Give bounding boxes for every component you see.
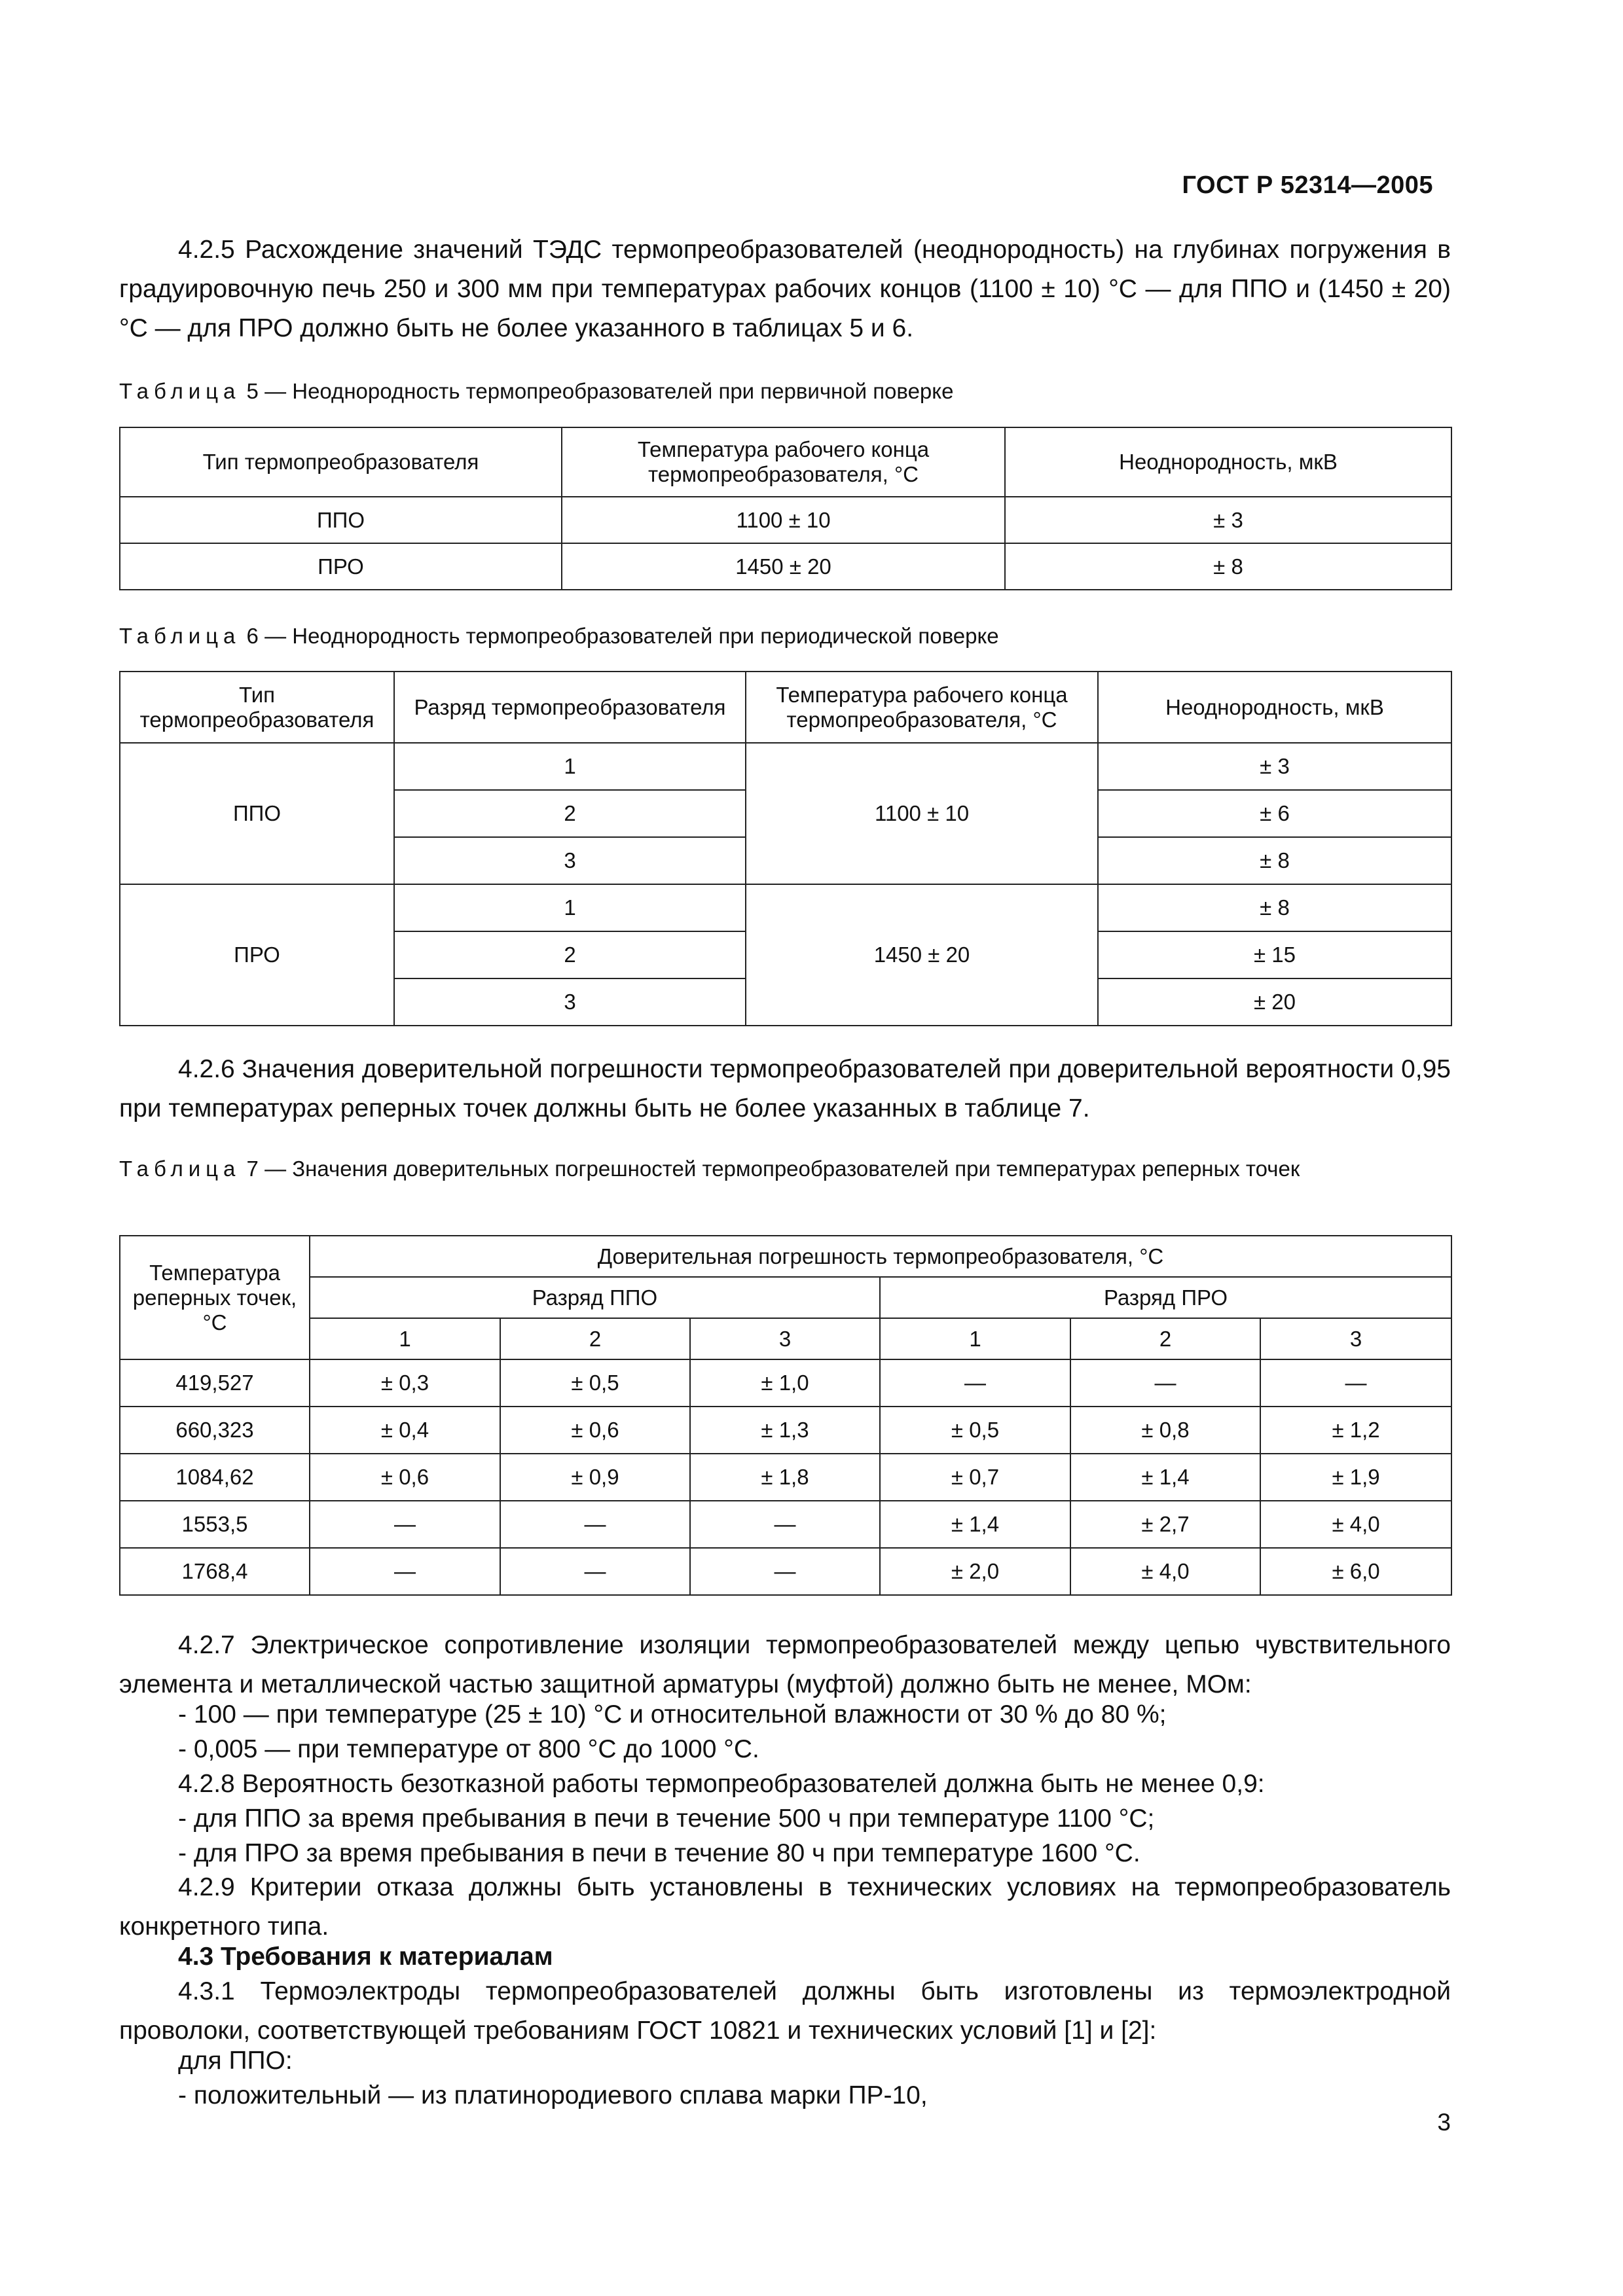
table6-type-pro: ПРО: [120, 884, 394, 1026]
table6-value: ± 8: [1098, 837, 1451, 884]
table-5: [119, 427, 1452, 590]
table-7: [119, 1235, 1452, 1596]
table7-cell: —: [500, 1501, 690, 1548]
table7-rank: 1: [310, 1318, 500, 1359]
table7-group-ppo: Разряд ППО: [310, 1277, 880, 1318]
paragraph-4-2-7-item-a: - 100 — при температуре (25 ± 10) °С и относительной влажности от 30 % до 80 %;: [178, 1700, 1167, 1729]
table5-caption-word: Таблица: [119, 379, 241, 403]
table6-value: ± 20: [1098, 978, 1451, 1026]
table7-cell: 1084,62: [120, 1454, 310, 1501]
table6-value: ± 15: [1098, 931, 1451, 978]
table5-caption: [119, 377, 1451, 406]
table6-value: ± 3: [1098, 743, 1451, 790]
table-row: [120, 1359, 1451, 1407]
paragraph-positive-electrode: - положительный — из платинородиевого сплава марки ПР-10,: [178, 2081, 928, 2109]
table6-rank: 2: [394, 931, 746, 978]
table5-header-type: Тип термопреобразователя: [120, 427, 562, 497]
table7-cell: ± 1,8: [690, 1454, 880, 1501]
table7-cell: —: [1070, 1359, 1260, 1407]
table7-group-pro: Разряд ПРО: [880, 1277, 1451, 1318]
paragraph-4-2-6: 4.2.6 Значения доверительной погрешности термопреобразователей при доверительной вероятности 0,95 при температурах реперных точек должны быть не более указанных в таблице 7.: [119, 1055, 1451, 1122]
table7-cell: ± 1,3: [690, 1407, 880, 1454]
table-row: [120, 497, 1451, 543]
table7-rank: 2: [500, 1318, 690, 1359]
table5-header-temp: Температура рабочего конца термопреобразователя, °С: [562, 427, 1005, 497]
paragraph-4-2-7: 4.2.7 Электрическое сопротивление изоляции термопреобразователей между цепью чувствительного элемента и металлической частью защитной арматуры (муфтой) должно быть не менее, МОм:: [119, 1631, 1451, 1698]
table7-cell: —: [1260, 1359, 1451, 1407]
table7-cell: ± 4,0: [1260, 1501, 1451, 1548]
table6-header-rank: Разряд термопреобразователя: [394, 672, 746, 743]
table7-caption-text: 7 — Значения доверительных погрешностей термопреобразователей при температурах реперных точек: [240, 1157, 1300, 1181]
paragraph-4-2-8: 4.2.8 Вероятность безотказной работы термопреобразователей должна быть не менее 0,9:: [178, 1770, 1265, 1798]
table5-cell: 1450 ± 20: [562, 543, 1005, 590]
table6-rank: 3: [394, 978, 746, 1026]
table7-header-main: Доверительная погрешность термопреобразователя, °С: [310, 1236, 1451, 1277]
paragraph-4-2-8-item-a: - для ППО за время пребывания в печи в течение 500 ч при температуре 1100 °С;: [178, 1804, 1155, 1833]
table6-caption: [119, 622, 1451, 651]
table6-temp-pro: 1450 ± 20: [746, 884, 1098, 1026]
table7-cell: ± 1,4: [1070, 1454, 1260, 1501]
table-row: [120, 884, 1451, 931]
table7-cell: 1768,4: [120, 1548, 310, 1595]
table7-cell: —: [690, 1548, 880, 1595]
table5-cell: 1100 ± 10: [562, 497, 1005, 543]
page-number: 3: [1437, 2109, 1451, 2136]
table7-rank: 3: [1260, 1318, 1451, 1359]
table6-rank: 3: [394, 837, 746, 884]
table7-cell: ± 0,5: [880, 1407, 1070, 1454]
table6-rank: 1: [394, 743, 746, 790]
table7-header-temp: Температура реперных точек, °С: [120, 1236, 310, 1359]
table7-cell: ± 0,8: [1070, 1407, 1260, 1454]
table7-caption-word: Таблица: [119, 1157, 241, 1181]
table7-cell: ± 1,0: [690, 1359, 880, 1407]
table7-cell: ± 1,2: [1260, 1407, 1451, 1454]
table7-cell: ± 2,0: [880, 1548, 1070, 1595]
table6-type-ppo: ППО: [120, 743, 394, 884]
table7-cell: —: [310, 1548, 500, 1595]
section-heading-4-3: 4.3 Требования к материалам: [178, 1943, 553, 1971]
table7-rank: 3: [690, 1318, 880, 1359]
table6-caption-word: Таблица: [119, 624, 241, 648]
table5-cell: ± 8: [1005, 543, 1451, 590]
table6-caption-text: 6 — Неоднородность термопреобразователей при периодической поверке: [240, 624, 999, 648]
table7-cell: —: [310, 1501, 500, 1548]
table7-cell: 419,527: [120, 1359, 310, 1407]
table5-cell: ± 3: [1005, 497, 1451, 543]
table-row: [120, 743, 1451, 790]
table6-temp-ppo: 1100 ± 10: [746, 743, 1098, 884]
paragraph-4-2-7-item-b: - 0,005 — при температуре от 800 °С до 1000 °С.: [178, 1735, 759, 1763]
table6-header-inhom: Неоднородность, мкВ: [1098, 672, 1451, 743]
table7-caption: [119, 1155, 1451, 1183]
table7-cell: —: [880, 1359, 1070, 1407]
table6-value: ± 8: [1098, 884, 1451, 931]
paragraph-for-ppo: для ППО:: [178, 2047, 293, 2075]
table7-rank: 1: [880, 1318, 1070, 1359]
table7-cell: ± 1,4: [880, 1501, 1070, 1548]
table-row: [120, 1407, 1451, 1454]
paragraph-4-2-5: 4.2.5 Расхождение значений ТЭДС термопреобразователей (неоднородность) на глубинах погружения в градуировочную печь 250 и 300 мм при температурах рабочих концов (1100 ± 10) °С — для ППО и (1450 ± 20) °С — для ПРО должно быть не более указанного в таблицах 5 и 6.: [119, 236, 1451, 342]
table6-header-temp: Температура рабочего конца термопреобразователя, °С: [746, 672, 1098, 743]
table-row: [120, 1548, 1451, 1595]
table7-rank: 2: [1070, 1318, 1260, 1359]
table7-cell: ± 0,5: [500, 1359, 690, 1407]
table7-cell: ± 2,7: [1070, 1501, 1260, 1548]
table7-cell: ± 0,7: [880, 1454, 1070, 1501]
table-6: [119, 671, 1452, 1026]
table-row: [120, 543, 1451, 590]
paragraph-4-3-1: 4.3.1 Термоэлектроды термопреобразователей должны быть изготовлены из термоэлектродной проволоки, соответствующей требованиям ГОСТ 10821 и технических условий [1] и [2]:: [119, 1977, 1451, 2045]
table7-cell: ± 0,4: [310, 1407, 500, 1454]
table6-value: ± 6: [1098, 790, 1451, 837]
table6-rank: 2: [394, 790, 746, 837]
table7-cell: ± 4,0: [1070, 1548, 1260, 1595]
table7-cell: 660,323: [120, 1407, 310, 1454]
table7-cell: ± 6,0: [1260, 1548, 1451, 1595]
table-row: [120, 1454, 1451, 1501]
table7-cell: ± 1,9: [1260, 1454, 1451, 1501]
table7-cell: ± 0,3: [310, 1359, 500, 1407]
table5-cell: ППО: [120, 497, 562, 543]
paragraph-4-2-9: 4.2.9 Критерии отказа должны быть установлены в технических условиях на термопреобразователь конкретного типа.: [119, 1873, 1451, 1941]
table5-caption-text: 5 — Неоднородность термопреобразователей при первичной поверке: [240, 379, 954, 403]
table7-cell: ± 0,9: [500, 1454, 690, 1501]
table6-rank: 1: [394, 884, 746, 931]
table7-cell: —: [500, 1548, 690, 1595]
table7-cell: —: [690, 1501, 880, 1548]
table-row: [120, 1501, 1451, 1548]
table7-cell: ± 0,6: [310, 1454, 500, 1501]
table5-header-inhom: Неоднородность, мкВ: [1005, 427, 1451, 497]
document-code: ГОСТ Р 52314—2005: [1182, 171, 1433, 199]
table7-cell: ± 0,6: [500, 1407, 690, 1454]
table5-cell: ПРО: [120, 543, 562, 590]
table7-cell: 1553,5: [120, 1501, 310, 1548]
paragraph-4-2-8-item-b: - для ПРО за время пребывания в печи в течение 80 ч при температуре 1600 °С.: [178, 1839, 1140, 1867]
table6-header-type: Тип термопреобразователя: [120, 672, 394, 743]
